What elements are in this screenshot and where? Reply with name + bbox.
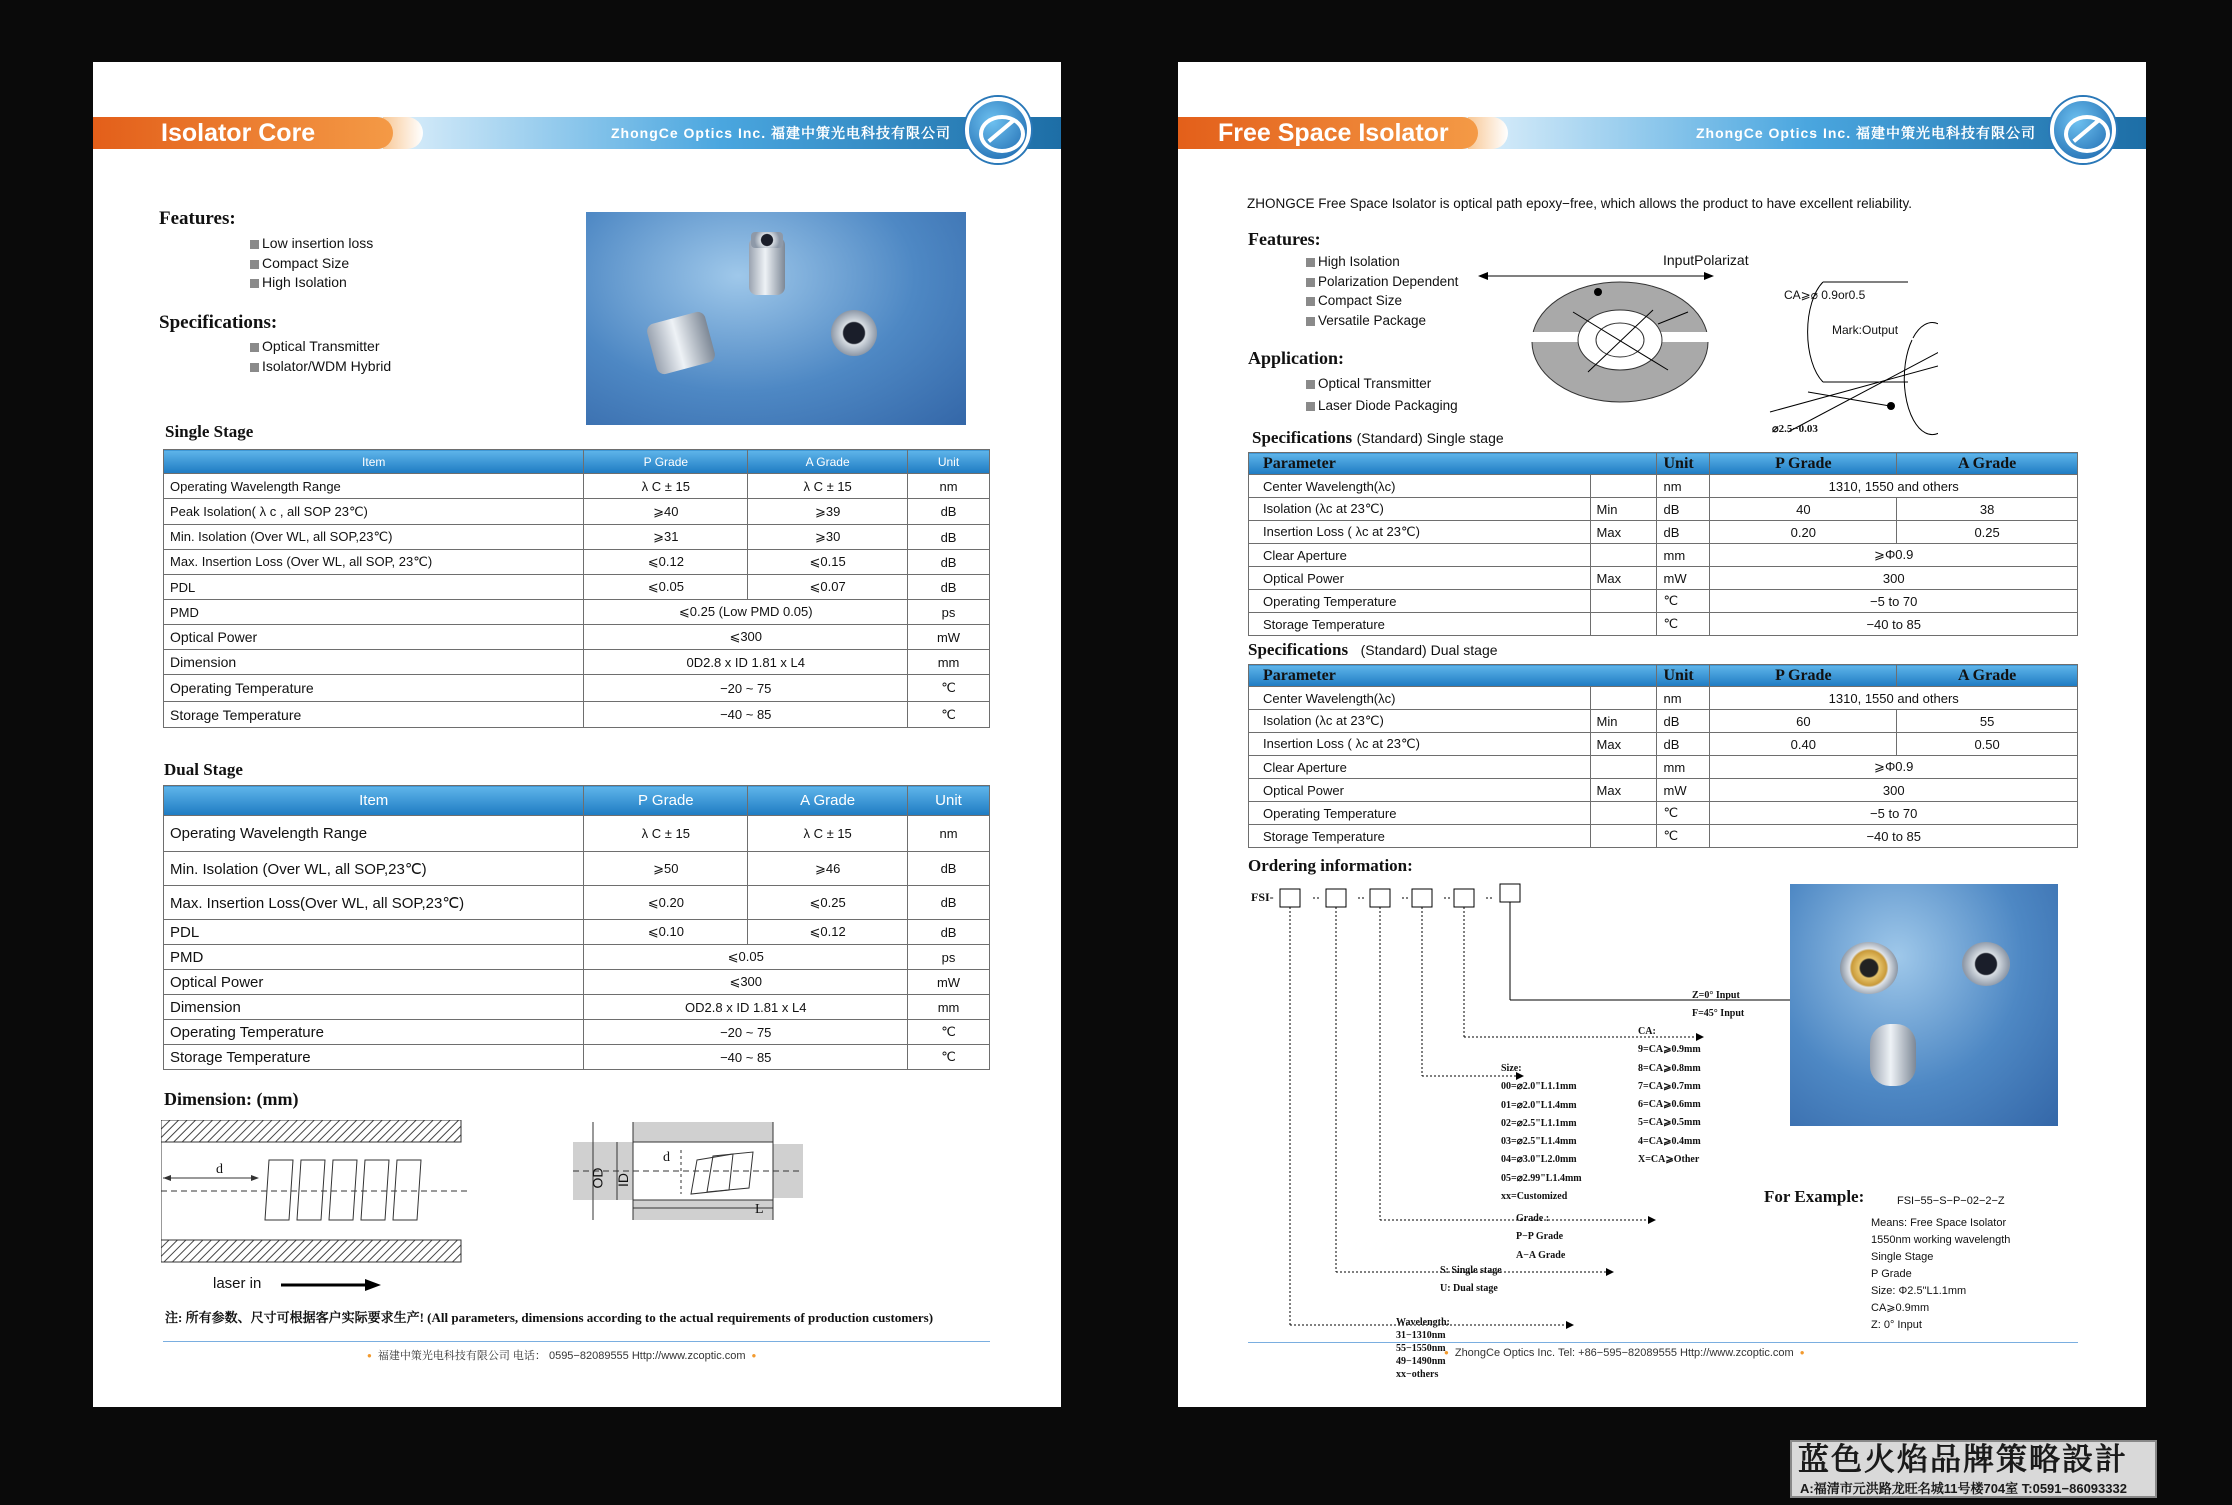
table-cell: ℃	[908, 1045, 990, 1070]
wavelength-option: Wavelength:	[1396, 1317, 1450, 1328]
column-header: Item	[164, 786, 584, 816]
photo-isolator-2	[1962, 942, 2010, 986]
table-cell: OD2.8 x ID 1.81 x L4	[584, 995, 908, 1020]
table-header-row	[1249, 665, 2078, 687]
limit-cell	[1590, 613, 1657, 636]
ca-option: 5=CA⩾0.5mm	[1638, 1117, 1701, 1129]
parameter-cell: Isolation (λc at 23℃)	[1249, 498, 1591, 521]
column-header-a-grade: A Grade	[1897, 453, 2078, 475]
a-grade-cell: 0.25	[1897, 521, 2078, 544]
table-row	[164, 525, 990, 550]
mark-output-label: Mark:Output	[1832, 323, 1899, 337]
page-free-space-isolator	[1178, 62, 2146, 1407]
value-cell: 300	[1710, 779, 2078, 802]
table-cell: Optical Power	[164, 625, 584, 650]
size-option: xx=Customized	[1501, 1191, 1568, 1203]
table-cell: ⩽0.10	[584, 920, 748, 945]
unit-cell: dB	[1657, 733, 1710, 756]
dim-l-label: L	[755, 1202, 764, 1217]
table-cell: dB	[908, 920, 990, 945]
size-option: 00=⌀2.0"L1.1mm	[1501, 1081, 1577, 1093]
table-cell: ps	[908, 600, 990, 625]
table-cell: dB	[908, 499, 990, 525]
table-row	[1249, 687, 2078, 710]
company-name: ZhongCe Optics Inc. 福建中策光电科技有限公司	[610, 125, 951, 141]
table-row	[1249, 521, 2078, 544]
company-logo-icon	[2050, 97, 2116, 163]
ca-option: X=CA⩾Other	[1638, 1154, 1700, 1166]
column-header-unit: Unit	[1657, 665, 1710, 687]
feature-item: High Isolation	[250, 273, 373, 293]
spec-single-subtitle: (Standard) Single stage	[1356, 430, 1504, 446]
column-header-p-grade: P Grade	[1710, 453, 1897, 475]
table-cell: Peak Isolation( λ c , all SOP 23℃)	[164, 499, 584, 525]
limit-cell	[1590, 825, 1657, 848]
column-header-p-grade: P Grade	[1710, 665, 1897, 687]
clear-aperture-options	[1638, 1023, 1701, 1169]
feature-item: Compact Size	[250, 254, 373, 274]
grade-option: Grade :	[1516, 1213, 1550, 1224]
table-cell: ℃	[908, 675, 990, 702]
table-row	[1249, 710, 2078, 733]
specifications-heading: Specifications:	[159, 312, 278, 333]
single-stage-table	[163, 449, 990, 728]
production-note: 注: 所有参数、尺寸可根据客户实际要求生产! (All parameters, dimensions according to the actual requirements of production customers)	[165, 1310, 934, 1325]
features-list	[250, 234, 373, 293]
table-row	[1249, 498, 2078, 521]
table-row	[1249, 475, 2078, 498]
table-cell: mW	[908, 970, 990, 995]
feature-item: High Isolation	[1306, 252, 1458, 272]
size-option: 02=⌀2.5"L1.1mm	[1501, 1117, 1577, 1129]
ca-option: 6=CA⩾0.6mm	[1638, 1099, 1701, 1111]
dim-d2-label: d	[663, 1150, 670, 1165]
grade-option: A−A Grade	[1516, 1249, 1566, 1261]
unit-cell: dB	[1657, 710, 1710, 733]
size-option: 05=⌀2.99"L1.4mm	[1501, 1172, 1582, 1184]
size-option: Size:	[1501, 1063, 1522, 1074]
a-grade-cell: 0.50	[1897, 733, 2078, 756]
spec-dual-subtitle: (Standard) Dual stage	[1360, 642, 1498, 658]
spec-dual-title: Specifications	[1248, 640, 1349, 659]
column-header-parameter: Parameter	[1249, 453, 1657, 475]
limit-cell: Max	[1590, 733, 1657, 756]
table-cell: −40 ~ 85	[584, 702, 908, 728]
limit-cell	[1590, 590, 1657, 613]
table-cell: ℃	[908, 1020, 990, 1045]
example-line: Means: Free Space Isolator	[1871, 1217, 2007, 1229]
example-line: Single Stage	[1871, 1251, 1934, 1263]
unit-cell: ℃	[1657, 613, 1710, 636]
limit-cell: Max	[1590, 521, 1657, 544]
table-row	[164, 852, 990, 886]
wavelength-option: xx−others	[1396, 1369, 1439, 1380]
column-header: Unit	[908, 786, 990, 816]
table-cell: Min. Isolation (Over WL, all SOP,23℃)	[164, 525, 584, 550]
dimension-heading: Dimension: (mm)	[164, 1089, 299, 1109]
table-cell: Storage Temperature	[164, 1045, 584, 1070]
footer-divider	[163, 1341, 990, 1342]
column-header-unit: Unit	[1657, 453, 1710, 475]
value-cell: −40 to 85	[1710, 825, 2078, 848]
watermark-title: 蓝色火焰品牌策略設計	[1798, 1442, 2128, 1477]
table-row	[164, 1045, 990, 1070]
page-header	[93, 117, 1061, 157]
table-cell: PMD	[164, 600, 584, 625]
table-header-row	[164, 786, 990, 816]
photo-isolator-3	[1870, 1024, 1916, 1086]
table-row	[164, 575, 990, 600]
laser-arrow-icon	[281, 1278, 381, 1292]
table-cell: ℃	[908, 702, 990, 728]
table-cell: PDL	[164, 920, 584, 945]
limit-cell	[1590, 756, 1657, 779]
table-cell: mm	[908, 650, 990, 675]
page-isolator-core	[93, 62, 1061, 1407]
table-row	[164, 474, 990, 499]
table-header-row	[1249, 453, 2078, 475]
feature-item: Polarization Dependent	[1306, 272, 1458, 292]
footer-contact: ● ZhongCe Optics Inc. Tel: +86−595−82089555 Http://www.zcoptic.com ●	[1438, 1347, 1811, 1359]
table-row	[1249, 825, 2078, 848]
watermark-address: A:福清市元洪路龙旺名城11号楼704室 T:0591−86093332	[1800, 1481, 2127, 1496]
designer-watermark	[1790, 1440, 2157, 1498]
parameter-cell: Isolation (λc at 23℃)	[1249, 710, 1591, 733]
value-cell: ⩾Φ0.9	[1710, 544, 2078, 567]
table-cell: ⩾39	[748, 499, 908, 525]
value-cell: 1310, 1550 and others	[1710, 687, 2078, 710]
size-option: 01=⌀2.0"L1.4mm	[1501, 1099, 1577, 1111]
table-cell: −20 ~ 75	[584, 1020, 908, 1045]
features-list	[1306, 252, 1458, 330]
table-row	[1249, 590, 2078, 613]
table-cell: nm	[908, 474, 990, 499]
parameter-cell: Center Wavelength(λc)	[1249, 687, 1591, 710]
dim-d-label: d	[216, 1162, 223, 1177]
table-row	[164, 1020, 990, 1045]
parameter-cell: Insertion Loss ( λc at 23℃)	[1249, 521, 1591, 544]
input-angle-options	[1692, 987, 1744, 1023]
table-cell: Dimension	[164, 650, 584, 675]
parameter-cell: Clear Aperture	[1249, 544, 1591, 567]
spec-dual-heading	[1248, 640, 1498, 660]
table-header-row	[164, 450, 990, 474]
ca-option: 9=CA⩾0.9mm	[1638, 1044, 1701, 1056]
value-cell: 1310, 1550 and others	[1710, 475, 2078, 498]
unit-cell: dB	[1657, 498, 1710, 521]
table-cell: ⩽0.07	[748, 575, 908, 600]
table-cell: λ C ± 15	[584, 474, 748, 499]
table-cell: −40 ~ 85	[584, 1045, 908, 1070]
single-stage-heading: Single Stage	[165, 422, 254, 441]
parameter-cell: Clear Aperture	[1249, 756, 1591, 779]
table-cell: Max. Insertion Loss(Over WL, all SOP,23℃)	[164, 886, 584, 920]
table-cell: dB	[908, 852, 990, 886]
features-heading: Features:	[159, 208, 236, 229]
ordering-heading: Ordering information:	[1248, 856, 1413, 875]
page-title: Isolator Core	[93, 117, 393, 149]
table-cell: ⩽0.05	[584, 575, 748, 600]
unit-cell: ℃	[1657, 825, 1710, 848]
feature-item: Versatile Package	[1306, 311, 1458, 331]
spec-single-heading	[1252, 428, 1504, 448]
column-header: Item	[164, 450, 584, 474]
stage-option: U: Dual stage	[1440, 1283, 1498, 1295]
size-options	[1501, 1060, 1582, 1206]
table-row	[164, 600, 990, 625]
photo-core-1-top	[751, 232, 783, 248]
feature-item: Low insertion loss	[250, 234, 373, 254]
application-item: Laser Diode Packaging	[1306, 395, 1458, 417]
table-row	[164, 886, 990, 920]
wavelength-option: 31−1310nm	[1396, 1330, 1446, 1341]
unit-cell: ℃	[1657, 590, 1710, 613]
parameter-cell: Operating Temperature	[1249, 802, 1591, 825]
intro-text: ZHONGCE Free Space Isolator is optical path epoxy−free, which allows the product to have excellent reliability.	[1247, 196, 1912, 211]
table-cell: Dimension	[164, 995, 584, 1020]
parameter-cell: Storage Temperature	[1249, 825, 1591, 848]
table-row	[1249, 544, 2078, 567]
p-grade-cell: 40	[1710, 498, 1897, 521]
table-cell: dB	[908, 575, 990, 600]
core-side-view-diagram	[573, 1122, 873, 1322]
table-row	[1249, 567, 2078, 590]
value-cell: −40 to 85	[1710, 613, 2078, 636]
table-cell: dB	[908, 550, 990, 575]
table-cell: PDL	[164, 575, 584, 600]
table-cell: dB	[908, 886, 990, 920]
table-cell: dB	[908, 525, 990, 550]
column-header: P Grade	[584, 450, 748, 474]
limit-cell	[1590, 802, 1657, 825]
table-row	[164, 499, 990, 525]
table-cell: ⩽0.12	[748, 920, 908, 945]
dual-stage-heading: Dual Stage	[164, 760, 243, 779]
table-row	[1249, 613, 2078, 636]
a-grade-cell: 38	[1897, 498, 2078, 521]
input-polarization-label: InputPolarizat	[1663, 252, 1749, 268]
table-row	[1249, 802, 2078, 825]
ca-option: 4=CA⩾0.4mm	[1638, 1135, 1701, 1147]
unit-cell: ℃	[1657, 802, 1710, 825]
limit-cell: Min	[1590, 710, 1657, 733]
table-row	[1249, 733, 2078, 756]
table-cell: ⩾30	[748, 525, 908, 550]
laser-in-label: laser in	[213, 1275, 262, 1292]
table-cell: ps	[908, 945, 990, 970]
table-cell: ⩽0.25 (Low PMD 0.05)	[584, 600, 908, 625]
unit-cell: mm	[1657, 544, 1710, 567]
column-header: A Grade	[748, 786, 908, 816]
diameter-label: ⌀2.5−0.03	[1772, 423, 1818, 435]
table-cell: Operating Wavelength Range	[164, 474, 584, 499]
unit-cell: mm	[1657, 756, 1710, 779]
wavelength-option: 55−1550nm	[1396, 1343, 1446, 1354]
dim-od-label: OD	[589, 1167, 606, 1189]
example-line: P Grade	[1871, 1268, 1912, 1280]
table-cell: ⩽300	[584, 625, 908, 650]
unit-cell: mW	[1657, 567, 1710, 590]
fsi-prefix: FSI-	[1251, 890, 1274, 904]
stage-options	[1440, 1262, 1502, 1299]
dual-stage-table	[163, 785, 990, 1070]
column-header-a-grade: A Grade	[1897, 665, 2078, 687]
table-cell: λ C ± 15	[584, 816, 748, 852]
photo-core-2	[645, 310, 716, 376]
example-line: 1550nm working wavelength	[1871, 1234, 2011, 1246]
table-row	[164, 970, 990, 995]
table-cell: 0D2.8 x ID 1.81 x L4	[584, 650, 908, 675]
parameter-cell: Operating Temperature	[1249, 590, 1591, 613]
unit-cell: dB	[1657, 521, 1710, 544]
value-cell: 300	[1710, 567, 2078, 590]
table-row	[164, 702, 990, 728]
table-cell: ⩾40	[584, 499, 748, 525]
ca-option: CA:	[1638, 1026, 1656, 1037]
example-line: Size: Φ2.5"L1.1mm	[1871, 1285, 1967, 1297]
unit-cell: nm	[1657, 475, 1710, 498]
stage-option: S: Single stage	[1440, 1265, 1502, 1276]
ca-option: 7=CA⩾0.7mm	[1638, 1080, 1701, 1092]
limit-cell	[1590, 687, 1657, 710]
table-cell: ⩽0.25	[748, 886, 908, 920]
value-cell: ⩾Φ0.9	[1710, 756, 2078, 779]
table-row	[164, 550, 990, 575]
table-row	[164, 675, 990, 702]
table-cell: ⩾31	[584, 525, 748, 550]
core-cross-section-diagram	[161, 1120, 481, 1290]
footer-divider	[1248, 1342, 2078, 1343]
table-cell: −20 ~ 75	[584, 675, 908, 702]
table-row	[164, 816, 990, 852]
table-row	[164, 920, 990, 945]
table-row	[164, 945, 990, 970]
parameter-cell: Insertion Loss ( λc at 23℃)	[1249, 733, 1591, 756]
p-grade-cell: 60	[1710, 710, 1897, 733]
table-cell: nm	[908, 816, 990, 852]
feature-item: Compact Size	[1306, 291, 1458, 311]
limit-cell	[1590, 544, 1657, 567]
unit-cell: nm	[1657, 687, 1710, 710]
table-cell: PMD	[164, 945, 584, 970]
column-header: Unit	[908, 450, 990, 474]
table-cell: λ C ± 15	[748, 816, 908, 852]
table-cell: ⩽300	[584, 970, 908, 995]
isolator-core-photo	[586, 212, 966, 425]
limit-cell: Min	[1590, 498, 1657, 521]
clear-aperture-label: CA⩾⌀ 0.9or0.5	[1784, 288, 1866, 302]
input-angle-option: Z=0° Input	[1692, 990, 1740, 1001]
column-header: A Grade	[748, 450, 908, 474]
table-cell: Max. Insertion Loss (Over WL, all SOP, 23℃)	[164, 550, 584, 575]
table-row	[1249, 756, 2078, 779]
table-row	[164, 650, 990, 675]
limit-cell: Max	[1590, 567, 1657, 590]
example-description	[1871, 1215, 2010, 1334]
wavelength-option: 49−1490nm	[1396, 1356, 1446, 1367]
value-cell: −5 to 70	[1710, 590, 2078, 613]
table-cell: mW	[908, 625, 990, 650]
ca-option: 8=CA⩾0.8mm	[1638, 1062, 1701, 1074]
page-header	[1178, 117, 2146, 157]
table-cell: ⩽0.05	[584, 945, 908, 970]
p-grade-cell: 0.40	[1710, 733, 1897, 756]
table-cell: Storage Temperature	[164, 702, 584, 728]
example-code: FSI−55−S−P−02−2−Z	[1897, 1195, 2005, 1207]
company-logo-icon	[965, 97, 1031, 163]
p-grade-cell: 0.20	[1710, 521, 1897, 544]
table-cell: Optical Power	[164, 970, 584, 995]
table-cell: Operating Wavelength Range	[164, 816, 584, 852]
table-cell: λ C ± 15	[748, 474, 908, 499]
parameter-cell: Optical Power	[1249, 779, 1591, 802]
features-heading: Features:	[1248, 229, 1321, 249]
unit-cell: mW	[1657, 779, 1710, 802]
example-line: CA⩾0.9mm	[1871, 1302, 1930, 1314]
example-line: Z: 0° Input	[1871, 1319, 1922, 1331]
free-space-isolator-photo	[1790, 884, 2058, 1126]
table-cell: ⩽0.15	[748, 550, 908, 575]
value-cell: −5 to 70	[1710, 802, 2078, 825]
size-option: 03=⌀2.5"L1.4mm	[1501, 1136, 1577, 1148]
table-cell: ⩾50	[584, 852, 748, 886]
table-row	[164, 995, 990, 1020]
column-header-parameter: Parameter	[1249, 665, 1657, 687]
photo-isolator-1	[1840, 942, 1898, 994]
table-cell: ⩾46	[748, 852, 908, 886]
a-grade-cell: 55	[1897, 710, 2078, 733]
limit-cell	[1590, 475, 1657, 498]
limit-cell: Max	[1590, 779, 1657, 802]
page-title: Free Space Isolator	[1178, 117, 1478, 149]
parameter-cell: Center Wavelength(λc)	[1249, 475, 1591, 498]
table-cell: mm	[908, 995, 990, 1020]
input-angle-option: F=45° Input	[1692, 1008, 1745, 1019]
dim-id-label: ID	[615, 1173, 631, 1187]
table-cell: ⩽0.20	[584, 886, 748, 920]
table-cell: Operating Temperature	[164, 1020, 584, 1045]
company-name: ZhongCe Optics Inc. 福建中策光电科技有限公司	[1695, 125, 2036, 141]
specifications-list	[250, 337, 391, 376]
application-list	[1306, 373, 1458, 417]
dual-stage-spec-table	[1248, 664, 2078, 848]
table-row	[164, 625, 990, 650]
size-option: 04=⌀3.0"L2.0mm	[1501, 1154, 1577, 1166]
table-cell: ⩽0.12	[584, 550, 748, 575]
example-heading: For Example:	[1764, 1187, 1865, 1206]
footer-contact: ● 福建中策光电科技有限公司 电话： 0595−82089555 Http://www.zcoptic.com ●	[361, 1347, 762, 1363]
spec-item: Optical Transmitter	[250, 337, 391, 357]
column-header: P Grade	[584, 786, 748, 816]
grade-option: P−P Grade	[1516, 1231, 1564, 1243]
parameter-cell: Storage Temperature	[1249, 613, 1591, 636]
spec-single-title: Specifications	[1252, 428, 1353, 447]
photo-core-3	[831, 310, 877, 356]
grade-options	[1516, 1210, 1565, 1265]
application-heading: Application:	[1248, 348, 1345, 368]
parameter-cell: Optical Power	[1249, 567, 1591, 590]
single-stage-spec-table	[1248, 452, 2078, 636]
table-cell: Min. Isolation (Over WL, all SOP,23℃)	[164, 852, 584, 886]
application-item: Optical Transmitter	[1306, 373, 1458, 395]
table-row	[1249, 779, 2078, 802]
table-cell: Operating Temperature	[164, 675, 584, 702]
spec-item: Isolator/WDM Hybrid	[250, 357, 391, 377]
